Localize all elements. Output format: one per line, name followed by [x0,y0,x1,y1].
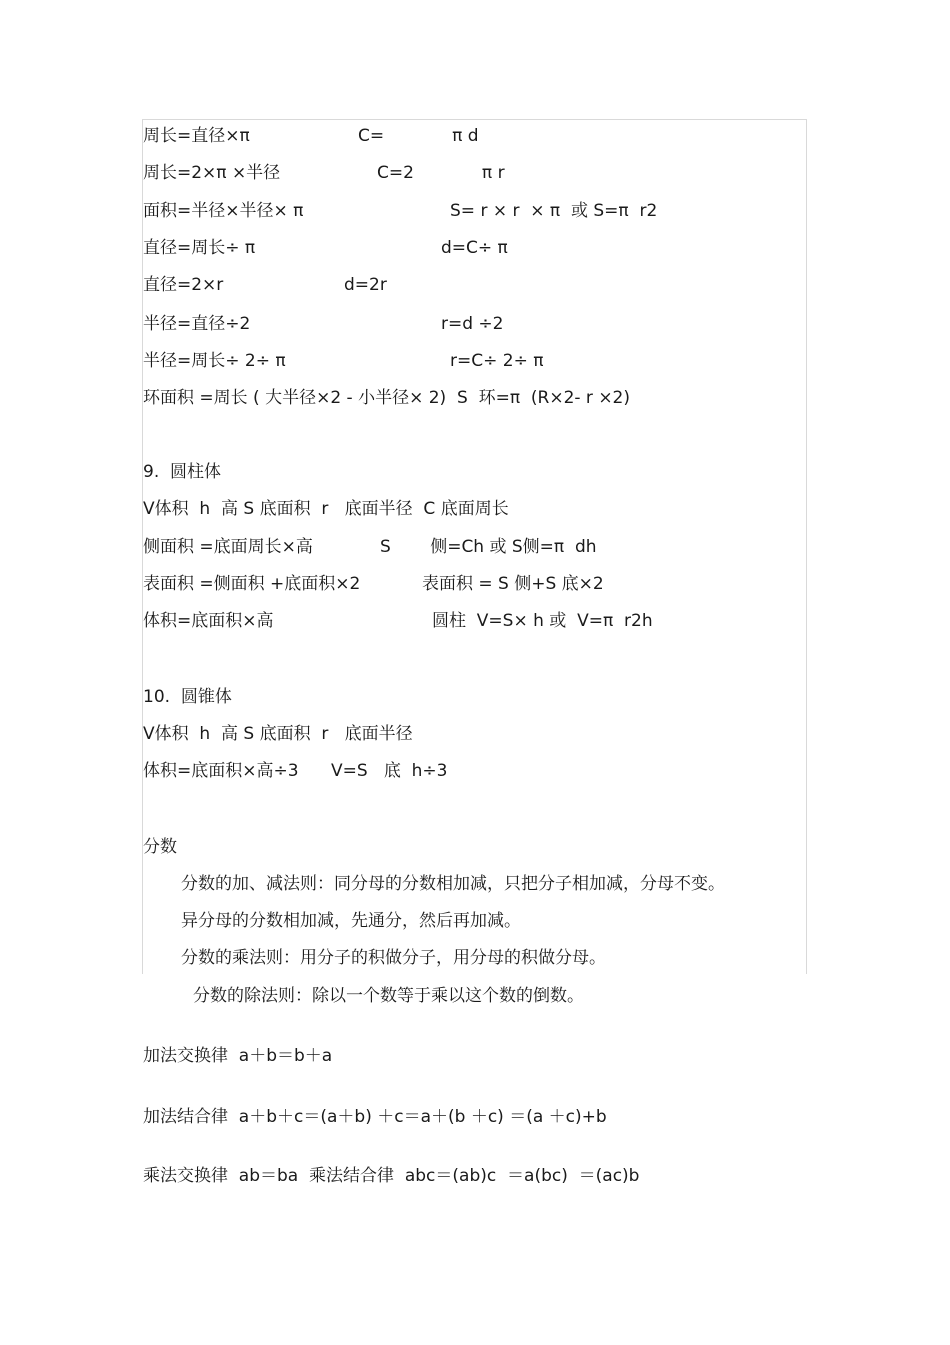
cylinder-row-1-right: S 侧=Ch 或 S侧=π dh [380,537,597,557]
fraction-rule-different-denominator: 异分母的分数相加减，先通分，然后再加减。 [181,911,521,931]
circle-row-6-left: 半径=直径÷2 [143,314,251,334]
cylinder-legend: V体积 h 高 S 底面积 r 底面半径 C 底面周长 [143,499,509,519]
circle-row-7-left: 半径=周长÷ 2÷ π [143,351,286,371]
circle-row-1-right: C= π d [358,126,479,146]
circle-row-6-right: r=d ÷2 [441,314,504,334]
cylinder-row-3-right: 圆柱 V=S× h 或 V=π r2h [432,611,653,631]
cylinder-row-2-left: 表面积 =侧面积 +底面积×2 [143,574,361,594]
cone-volume-formula: 体积=底面积×高÷3 V=S 底 h÷3 [143,761,448,781]
circle-row-4-right: d=C÷ π [441,238,508,258]
fraction-rule-add-subtract: 分数的加、减法则：同分母的分数相加减，只把分子相加减，分母不变。 [181,874,725,894]
ring-area-formula: 环面积 =周长 ( 大半径×2 - 小半径× 2) S 环=π (R×2- r ×2) [143,388,631,408]
circle-row-1-left: 周长=直径×π [143,126,250,146]
cone-heading: 10. 圆锥体 [143,687,232,707]
cylinder-row-2-right: 表面积 = S 侧+S 底×2 [422,574,604,594]
circle-row-7-right: r=C÷ 2÷ π [450,351,544,371]
cylinder-heading: 9. 圆柱体 [143,462,222,482]
law-multiplication: 乘法交换律 ab＝ba 乘法结合律 abc＝(ab)c ＝a(bc) ＝(ac)b [143,1166,640,1186]
cone-legend: V体积 h 高 S 底面积 r 底面半径 [143,724,413,744]
law-addition-associative: 加法结合律 a＋b＋c＝(a＋b) ＋c＝a＋(b ＋c) ＝(a ＋c)+b [143,1107,607,1127]
circle-row-2-left: 周长=2×π ×半径 [143,163,281,183]
fraction-rule-multiply: 分数的乘法则：用分子的积做分子，用分母的积做分母。 [181,948,606,968]
fraction-rule-divide: 分数的除法则：除以一个数等于乘以这个数的倒数。 [193,986,584,1006]
circle-row-5-right: d=2r [344,275,387,295]
law-addition-commutative: 加法交换律 a＋b＝b＋a [143,1046,333,1066]
circle-row-3-right: S= r × r × π 或 S=π r2 [450,201,658,221]
cylinder-row-1-left: 侧面积 =底面周长×高 [143,537,313,557]
cylinder-row-3-left: 体积=底面积×高 [143,611,274,631]
circle-row-4-left: 直径=周长÷ π [143,238,256,258]
circle-row-2-right: C=2 π r [377,163,505,183]
circle-row-3-left: 面积=半径×半径× π [143,201,304,221]
fraction-heading: 分数 [143,837,177,857]
circle-row-5-left: 直径=2×r [143,275,224,295]
